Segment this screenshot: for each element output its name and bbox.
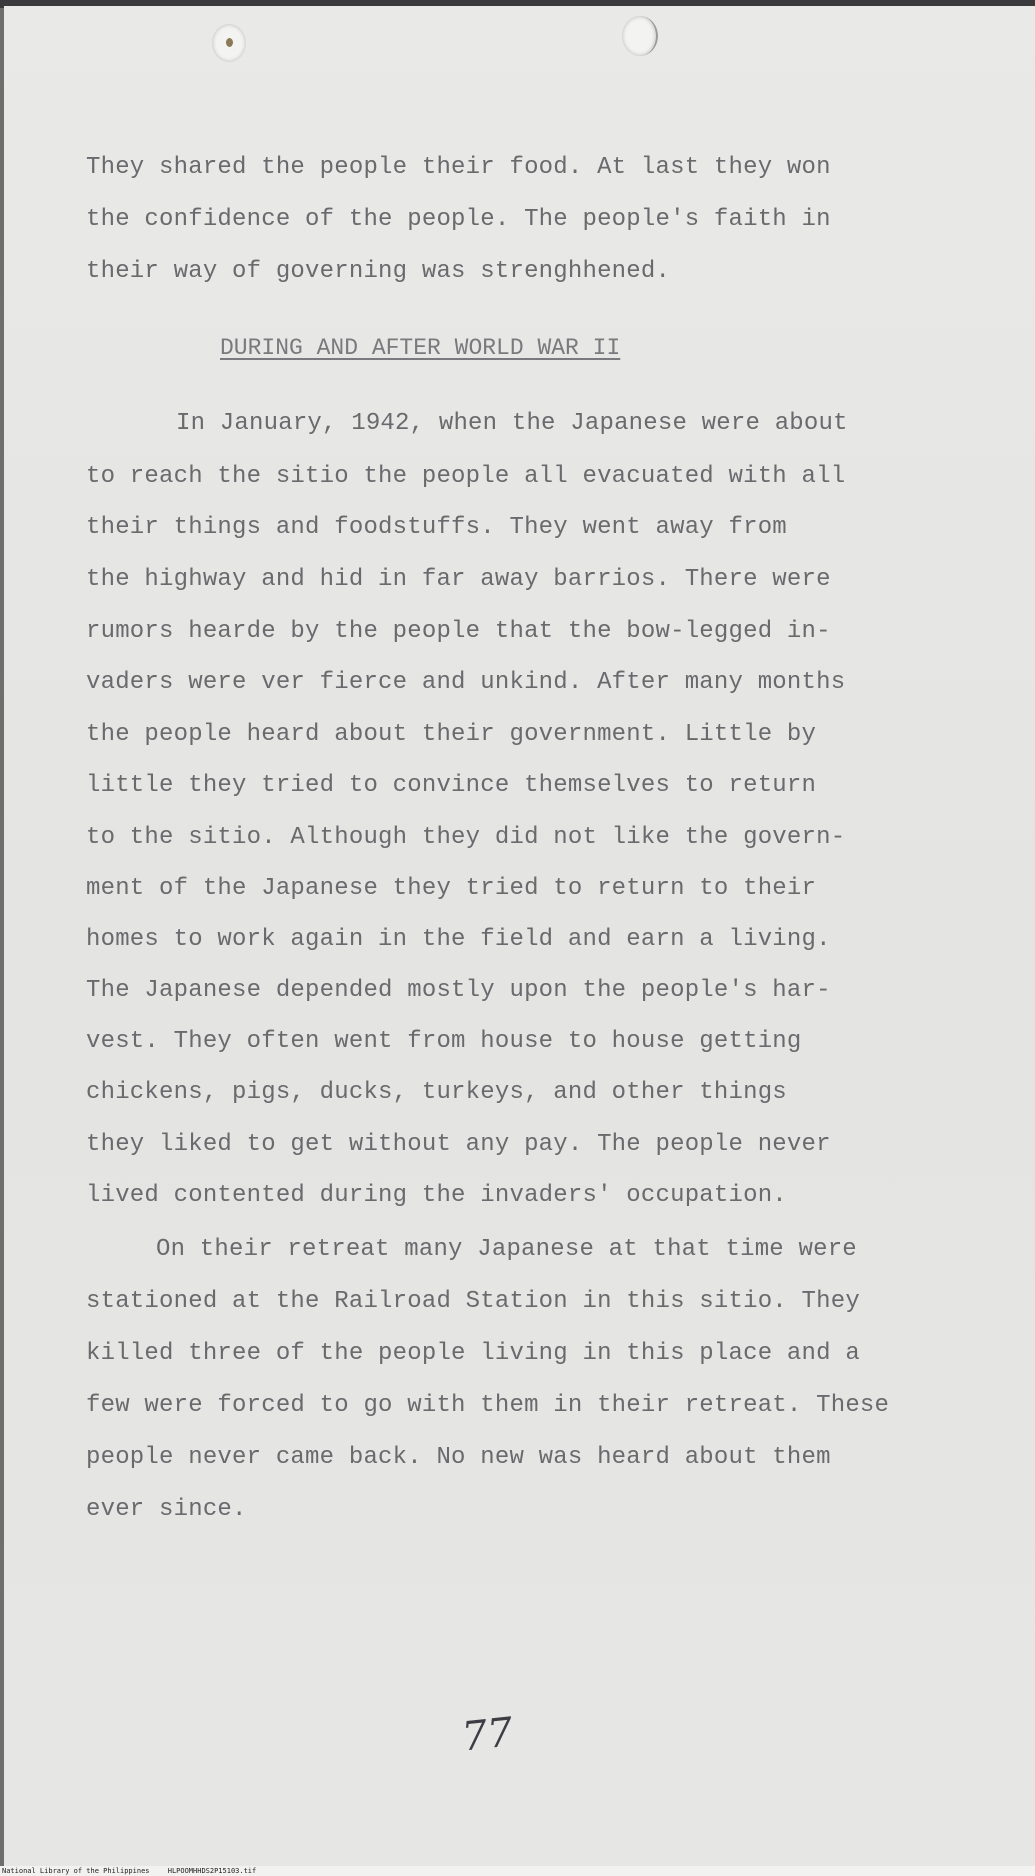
text-line: ment of the Japanese they tried to return to their <box>86 875 817 902</box>
text-line: few were forced to go with them in their retreat. These <box>86 1392 890 1419</box>
text-line: to the sitio. Although they did not like the govern- <box>86 824 846 851</box>
text-line: their way of governing was strenghhened. <box>86 258 671 285</box>
text-line: they liked to get without any pay. The people never <box>86 1131 831 1158</box>
text-line: In January, 1942, when the Japanese were about <box>176 410 848 437</box>
footer-filename: HLPOOMHHDS2P15103.tif <box>167 1867 257 1875</box>
text-line: their things and foodstuffs. They went away from <box>86 514 787 541</box>
text-line: homes to work again in the field and earn a living. <box>86 926 831 953</box>
punch-hole-left <box>212 24 246 62</box>
text-line: On their retreat many Japanese at that time were <box>156 1236 857 1263</box>
text-line: ever since. <box>86 1496 247 1523</box>
footer-library: National Library of the Philippines <box>2 1867 150 1875</box>
text-line: lived contented during the invaders' occupation. <box>86 1182 787 1209</box>
punch-hole-right <box>622 16 658 56</box>
text-line: killed three of the people living in this place and a <box>86 1340 860 1367</box>
text-line: stationed at the Railroad Station in this sitio. They <box>86 1288 860 1315</box>
scan-footer <box>0 1866 1035 1876</box>
text-line: rumors hearde by the people that the bow-legged in- <box>86 618 831 645</box>
text-line: the people heard about their government. Little by <box>86 721 817 748</box>
section-heading: DURING AND AFTER WORLD WAR II <box>220 335 621 361</box>
text-line: people never came back. No new was heard about them <box>86 1444 831 1471</box>
page-number: 77 <box>459 1709 516 1761</box>
text-line: chickens, pigs, ducks, turkeys, and other things <box>86 1079 787 1106</box>
text-line: vest. They often went from house to house getting <box>86 1028 802 1055</box>
text-line: little they tried to convince themselves to return <box>86 772 817 799</box>
text-line: the highway and hid in far away barrios. There were <box>86 566 831 593</box>
text-line: The Japanese depended mostly upon the people's har- <box>86 977 831 1004</box>
text-line: the confidence of the people. The people's faith in <box>86 206 831 233</box>
text-line: They shared the people their food. At last they won <box>86 154 831 181</box>
text-line: to reach the sitio the people all evacuated with all <box>86 463 846 490</box>
text-line: vaders were ver fierce and unkind. After many months <box>86 669 846 696</box>
